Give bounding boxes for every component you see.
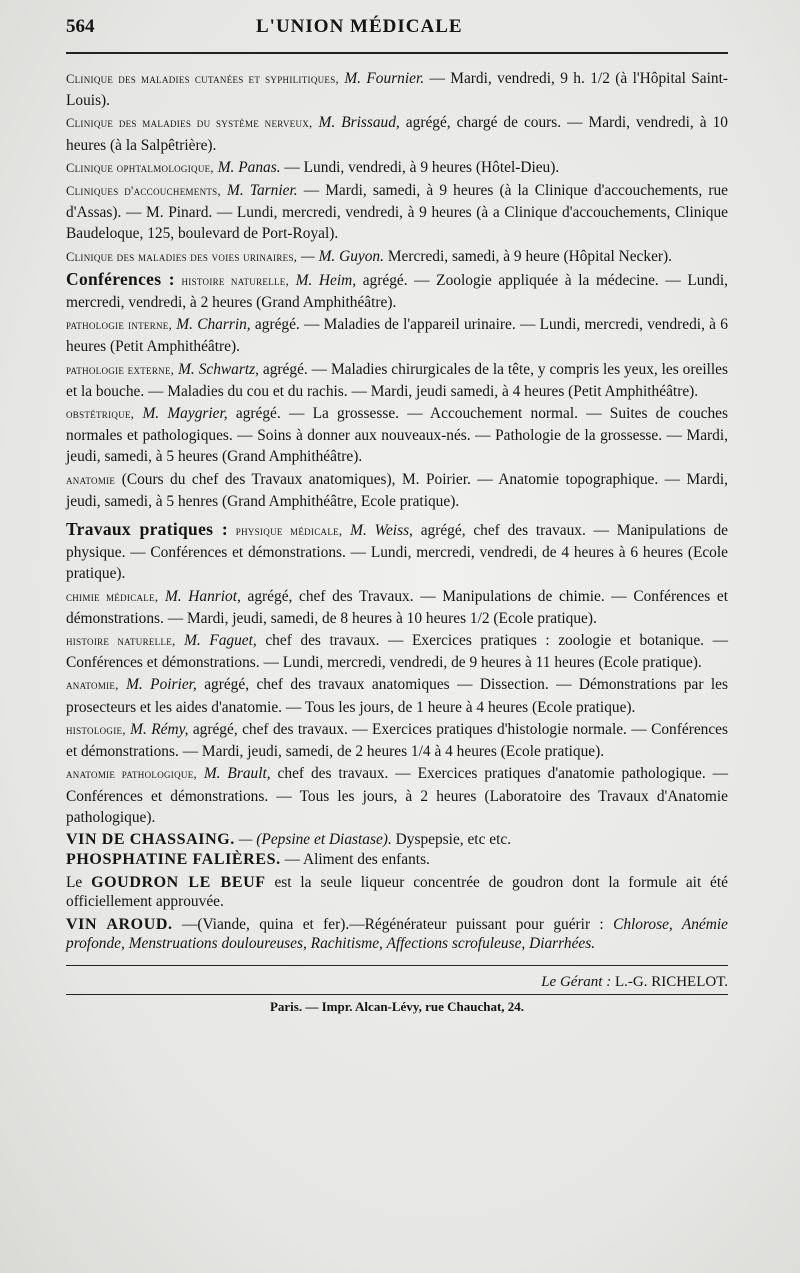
clinic-name: Clinique des maladies cutanées et syphilitiques, [66,72,339,86]
page-header [66,16,728,46]
conference-entry [66,469,728,512]
footer-rule [66,965,728,966]
course-name: obstétrique, [66,407,135,422]
ad-vin-aroud [66,915,728,953]
section-heading: Conférences : [66,268,175,289]
schedule: — Lundi, vendredi, à 9 heures (Hôtel-Dieu). [284,158,560,176]
ads-section [66,830,728,953]
professor: M. Brissaud, [318,114,400,132]
professor: M. Heim, [295,271,357,289]
professor: M. Rémy, [130,720,189,738]
schedule: chef des travaux. — Exercices pratiques : zoologie et botanique. — Conférences et démonstrations. — Lundi, mercredi, vendredi, de 9 heures à 11 heures (Ecole pratique). [66,632,728,672]
travaux-section [66,519,728,828]
professor: M. Charrin, [176,316,251,334]
course-name: histologie, [66,722,126,737]
travaux-entry [66,674,728,717]
ad-text: Le [66,873,83,891]
schedule: agrégé. — Zoologie appliquée à la médecine. — Lundi, mercredi, vendredi, à 2 heures (Grand Amphithéâtre). [66,271,728,312]
travaux-entry [66,519,728,585]
schedule: — Mardi, vendredi, 9 h. 1/2 (à l'Hôpital Saint-Louis). [66,70,728,110]
schedule: agrégé. — Maladies chirurgicales de la tête, y compris les yeux, les oreilles et la bouche. — Maladies du cou et du rachis. — Mardi, jeudi samedi, à 4 heures (Petit Amphithéâtre). [66,360,728,400]
ad-text: Dyspepsie, etc etc. [395,830,512,848]
schedule: agrégé, chef des travaux anatomiques — Dissection. — Démonstrations par les prosecteurs et les aides d'anatomie. — Tous les jours, de 1 heure à 4 heures (Ecole pratique). [66,676,728,716]
header-rule [66,52,728,54]
ad-italic: Chlorose, Anémie profonde, Menstruations douloureuses, Rachitisme, Affections scrofuleuse, Diarrhées. [66,915,728,952]
ad-title: VIN AROUD. [66,915,173,933]
travaux-entry [66,719,728,762]
conferences-section [66,269,728,512]
schedule: agrégé. — Maladies de l'appareil urinaire. — Lundi, mercredi, vendredi, à 6 heures (Petit Amphithéâtre). [66,316,728,356]
conference-entry [66,269,728,313]
ad-italic: — (Pepsine et Diastase). [238,830,392,848]
gerant-label: Le Gérant : [541,973,612,990]
ad-phosphatine [66,850,728,869]
imprint-rule [66,994,728,995]
clinic-name: Clinique des maladies des voies urinaires, [66,249,298,264]
imprint: Paris. — Impr. Alcan-Lévy, rue Chauchat, 24. [269,998,525,1014]
travaux-entry [66,763,728,828]
course-name: physique médicale, [235,524,343,539]
clinic-name: Clinique des maladies du système nerveux, [66,116,313,131]
running-title: L'UNION MÉDICALE [256,16,463,37]
gerant-name: L.-G. RICHELOT. [614,973,728,990]
clinic-entry [66,180,728,245]
professor: M. Hanriot, [164,587,241,605]
clinic-entry [66,157,728,179]
professor: M. Schwartz, [178,360,259,378]
schedule: chef des travaux. — Exercices pratiques d'anatomie pathologique. — Conférences et démonstrations. — Tous les jours, à 2 heures (Laboratoire des Travaux d'Anatomie pathologique). [66,765,728,826]
ad-vin-chassaing [66,830,728,849]
schedule: (Cours du chef des Travaux anatomiques), M. Poirier. — Anatomie topographique. — Mardi, jeudi, samedi, à 5 henres (Grand Amphithéâtre, Ecole pratique). [66,470,728,510]
travaux-entry [66,630,728,673]
clinic-name: Cliniques d'accouchements, [66,184,221,199]
schedule: agrégé, chef des travaux. — Exercices pratiques d'histologie normale. — Conférences et démonstrations. — Mardi, jeudi, samedi, de 2 heures 1/4 à 4 heures (Ecole pratique). [66,720,728,761]
clinic-name: Clinique ophtalmologique, [66,160,214,175]
course-name: anatomie [66,472,116,487]
professor: — M. Guyon. [301,247,384,265]
course-name: anatomie, [66,678,119,693]
ad-title: VIN DE CHASSAING. [66,830,235,848]
professor: M. Panas. [217,158,281,176]
travaux-entry [66,586,728,629]
conference-entry [66,403,728,468]
clinic-entry [66,246,728,268]
professor: M. Weiss, [350,522,413,540]
gerant-line [66,974,728,991]
schedule: — Mardi, samedi, à 9 heures (à la Clinique d'accouchements, rue d'Assas). — M. Pinard. — Lundi, mercredi, vendredi, à 9 heures (à a Clinique d'accouchements, Clinique Baudeloque, 125, boulevard de Port-Royal). [66,182,728,243]
ad-text: — Aliment des enfants. [284,850,430,868]
professor: M. Fournier. [344,70,425,87]
course-name: pathologie interne, [66,318,173,333]
course-name: pathologie externe, [66,362,175,377]
ad-title: GOUDRON LE BEUF [91,873,266,891]
ad-title: PHOSPHATINE FALIÈRES. [66,850,281,868]
ad-goudron [66,873,728,911]
schedule: agrégé, chargé de cours. — Mardi, vendredi, à 10 heures (à la Salpêtrière). [66,114,728,154]
course-name: histoire naturelle, [66,634,176,649]
conference-entry [66,314,728,357]
schedule: agrégé. — La grossesse. — Accouchement normal. — Suites de couches normales et pathologiques. — Soins à donner aux nouveaux-nés. — Pathologie de la grossesse. — Mardi, jeudi, samedi, à 5 heures (Grand Amphithéâtre). [66,405,728,466]
ad-text: —(Viande, quina et fer).—Régénérateur puissant pour guérir : [181,915,604,933]
course-name: chimie médicale, [66,589,159,604]
clinic-entry [66,112,728,155]
course-name: anatomie pathologique, [66,767,197,782]
professor: M. Tarnier. [227,182,298,200]
professor: M. Brault, [203,765,271,783]
schedule: agrégé, chef des travaux. — Manipulations de physique. — Conférences et démonstrations. — Lundi, mercredi, vendredi, de 4 heures à 6 heures (Ecole pratique). [66,522,728,583]
schedule: agrégé, chef des Travaux. — Manipulations de chimie. — Conférences et démonstrations. — Mardi, jeudi, samedi, de 8 heures à 10 heures 1/2 (Ecole pratique). [66,587,728,627]
professor: M. Maygrier, [142,405,228,423]
course-name: histoire naturelle, [181,273,290,288]
ad-text: est la seule liqueur concentrée de goudron dont la formule ait été officiellement approuvée. [66,873,728,910]
section-heading: Travaux pratiques : [66,519,228,540]
page-number: 564 [66,16,95,37]
professor: M. Poirier, [126,676,197,694]
professor: M. Faguet, [184,632,257,650]
schedule: Mercredi, samedi, à 9 heure (Hôpital Necker). [387,247,673,265]
conference-entry [66,359,728,402]
clinics-section [66,68,728,268]
clinic-entry [66,68,728,111]
